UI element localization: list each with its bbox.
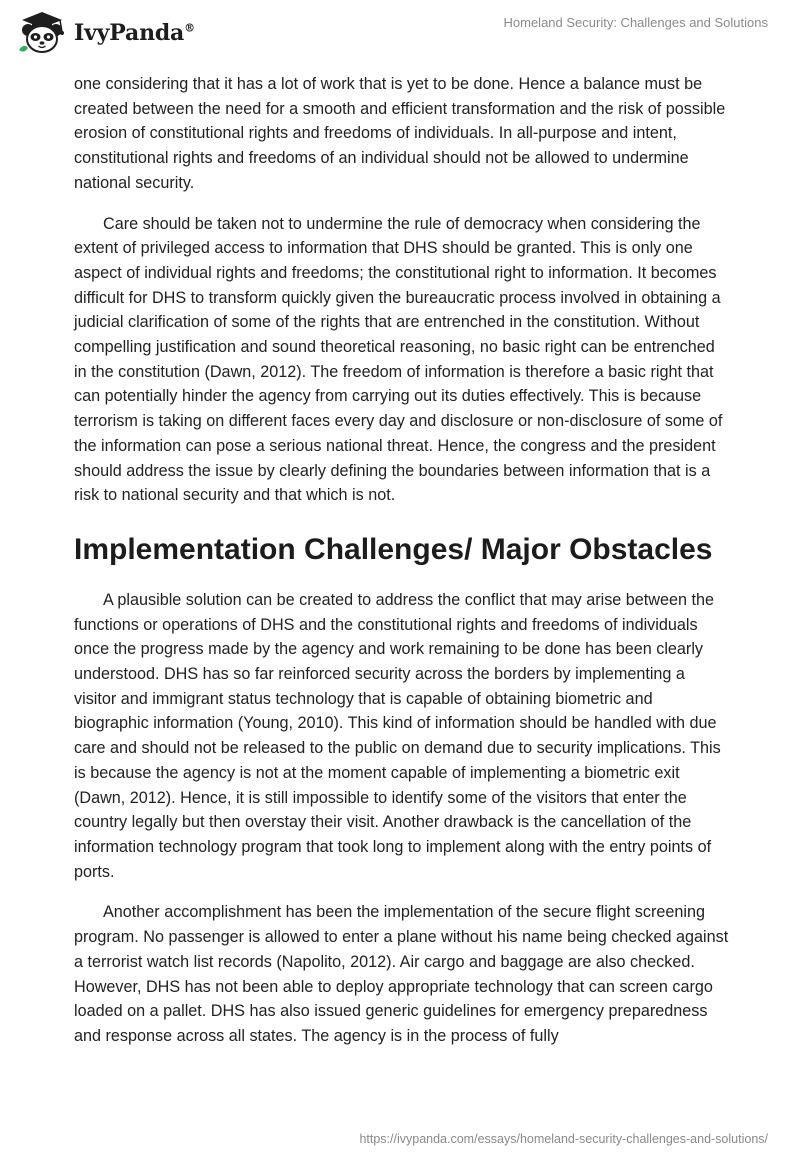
section-heading: Implementation Challenges/ Major Obstacles [74,532,713,566]
brand-name: IvyPanda® [74,20,195,46]
brand-logo[interactable] [16,10,195,56]
panda-graduate-icon [16,10,68,56]
source-url[interactable]: https://ivypanda.com/essays/homeland-security-challenges-and-solutions/ [359,1132,768,1146]
document-title: Homeland Security: Challenges and Solutions [503,15,768,30]
page-header [0,0,800,64]
paragraph: A plausible solution can be created to address the conflict that may arise between the functions or operations of DHS and the constitutional rights and freedoms of individuals once the progress made by the agency and work remaining to be done has been clearly understood. DHS has so far reinforced security across the borders by implementing a visitor and immigrant status technology that is capable of obtaining biometric and biographic information (Young, 2010). This kind of information should be handled with due care and should not be released to the public on demand due to security implications. This is because the agency is not at the moment capable of implementing a biometric exit (Dawn, 2012). Hence, it is still impossible to identify some of the visitors that enter the country legally but then overstay their visit. Another drawback is the cancellation of the information technology program that took long to implement along with the entry points of ports. [74,590,721,881]
paragraph: Care should be taken not to undermine the rule of democracy when considering the extent of privileged access to information that DHS should be granted. This is only one aspect of individual rights and freedoms; the constitutional right to information. It becomes difficult for DHS to transform quickly given the bureaucratic process involved in obtaining a judicial clarification of some of the rights that are entrenched in the constitution. Without compelling justification and sound theoretical reasoning, no basic right can be entrenched in the constitution (Dawn, 2012). The freedom of information is therefore a basic right that can potentially hinder the agency from carrying out its duties effectively. This is because terrorism is taking on different faces every day and disclosure or non-disclosure of some of the information can pose a serious national threat. Hence, the congress and the president should address the issue by clearly defining the boundaries between information that is a risk to national security and that which is not. [74,214,723,505]
paragraph: Another accomplishment has been the implementation of the secure flight screening program. No passenger is allowed to enter a plane without his name being checked against a terrorist watch list records (Napolito, 2012). Air cargo and baggage are also checked. However, DHS has not been able to deploy appropriate technology that can screen cargo loaded on a pallet. DHS has also issued generic guidelines for emergency preparedness and response across all states. The agency is in the process of fully [74,903,729,1045]
paragraph: one considering that it has a lot of work that is yet to be done. Hence a balance must be created between the need for a smooth and efficient transformation and the risk of possible erosion of constitutional rights and freedoms of individuals. In all-purpose and intent, constitutional rights and freedoms of an individual should not be allowed to undermine national security. [74,75,726,192]
essay-content [74,72,730,1065]
trademark-symbol: ® [184,21,195,35]
